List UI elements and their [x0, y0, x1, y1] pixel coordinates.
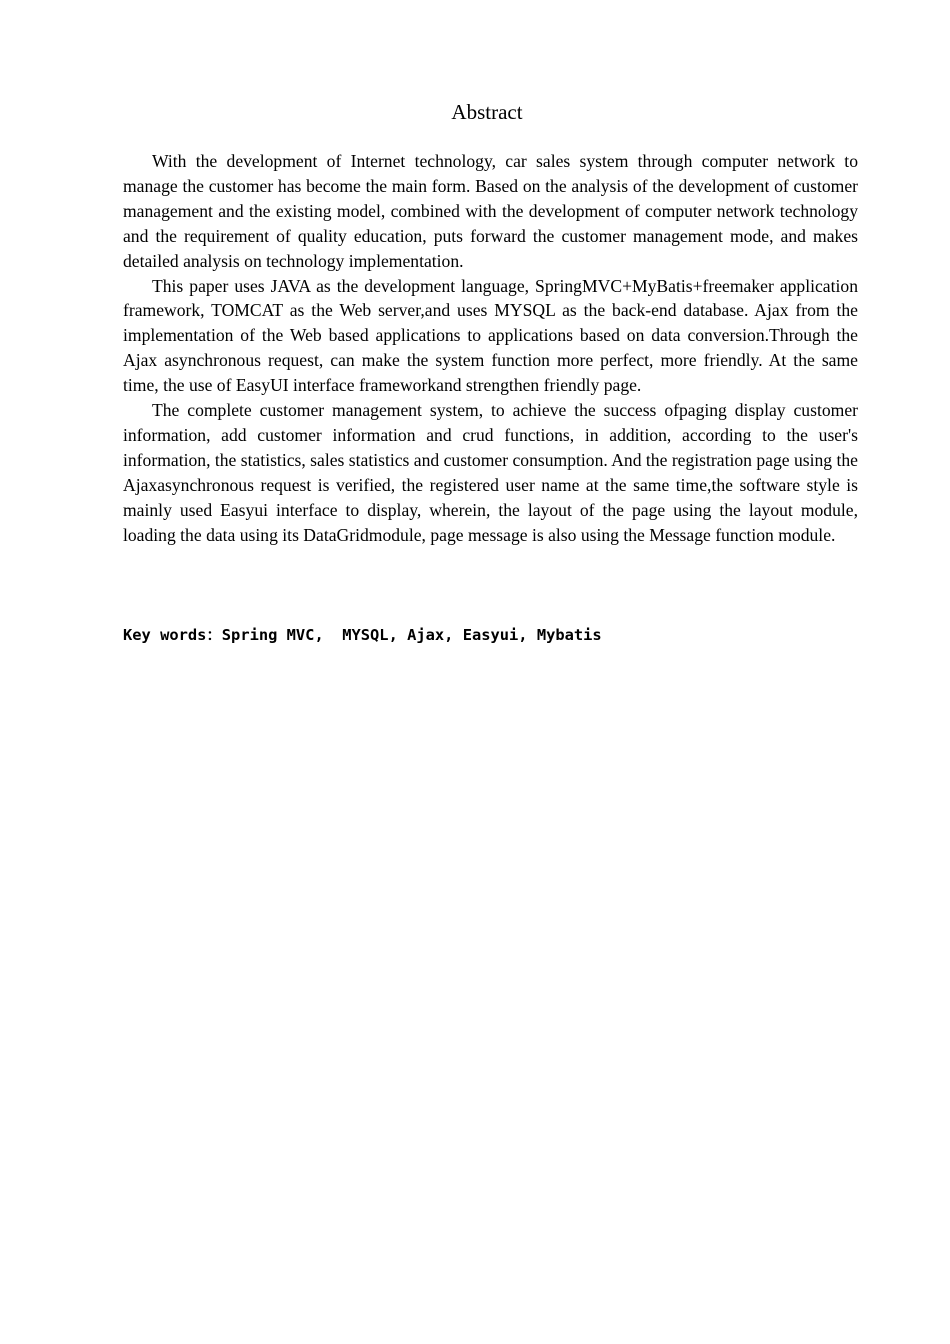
abstract-paragraph-2: This paper uses JAVA as the development language, SpringMVC+MyBatis+freemaker application framework, TOMCAT as the Web server,and uses MYSQL as the back-end database. Ajax from the implementation of the Web based applications to applications based on data conversion.Through the Ajax asynchronous request, can make the system function more perfect, more friendly. At the same time, the use of EasyUI interface frameworkand strengthen friendly page.: [123, 275, 858, 396]
abstract-heading: Abstract: [451, 100, 523, 124]
keywords-line: Key words：Spring MVC, MYSQL, Ajax, Easyui, Mybatis: [123, 626, 602, 644]
abstract-body: [123, 149, 858, 548]
abstract-paragraph-1: With the development of Internet technology, car sales system through computer network to manage the customer has become the main form. Based on the analysis of the development of customer management and the existing model, combined with the development of computer network technology and the requirement of quality education, puts forward the customer management mode, and makes detailed analysis on technology implementation.: [123, 151, 858, 271]
abstract-paragraph-3: The complete customer management system, to achieve the success ofpaging display customer information, add customer information and crud functions, in addition, according to the user's information, the statistics, sales statistics and customer consumption. And the registration page using the Ajaxasynchronous request is verified, the registered user name at the same time,the software style is mainly used Easyui interface to display, wherein, the layout of the page using the layout module, loading the data using its DataGridmodule, page message is also using the Message function module.: [123, 400, 858, 545]
